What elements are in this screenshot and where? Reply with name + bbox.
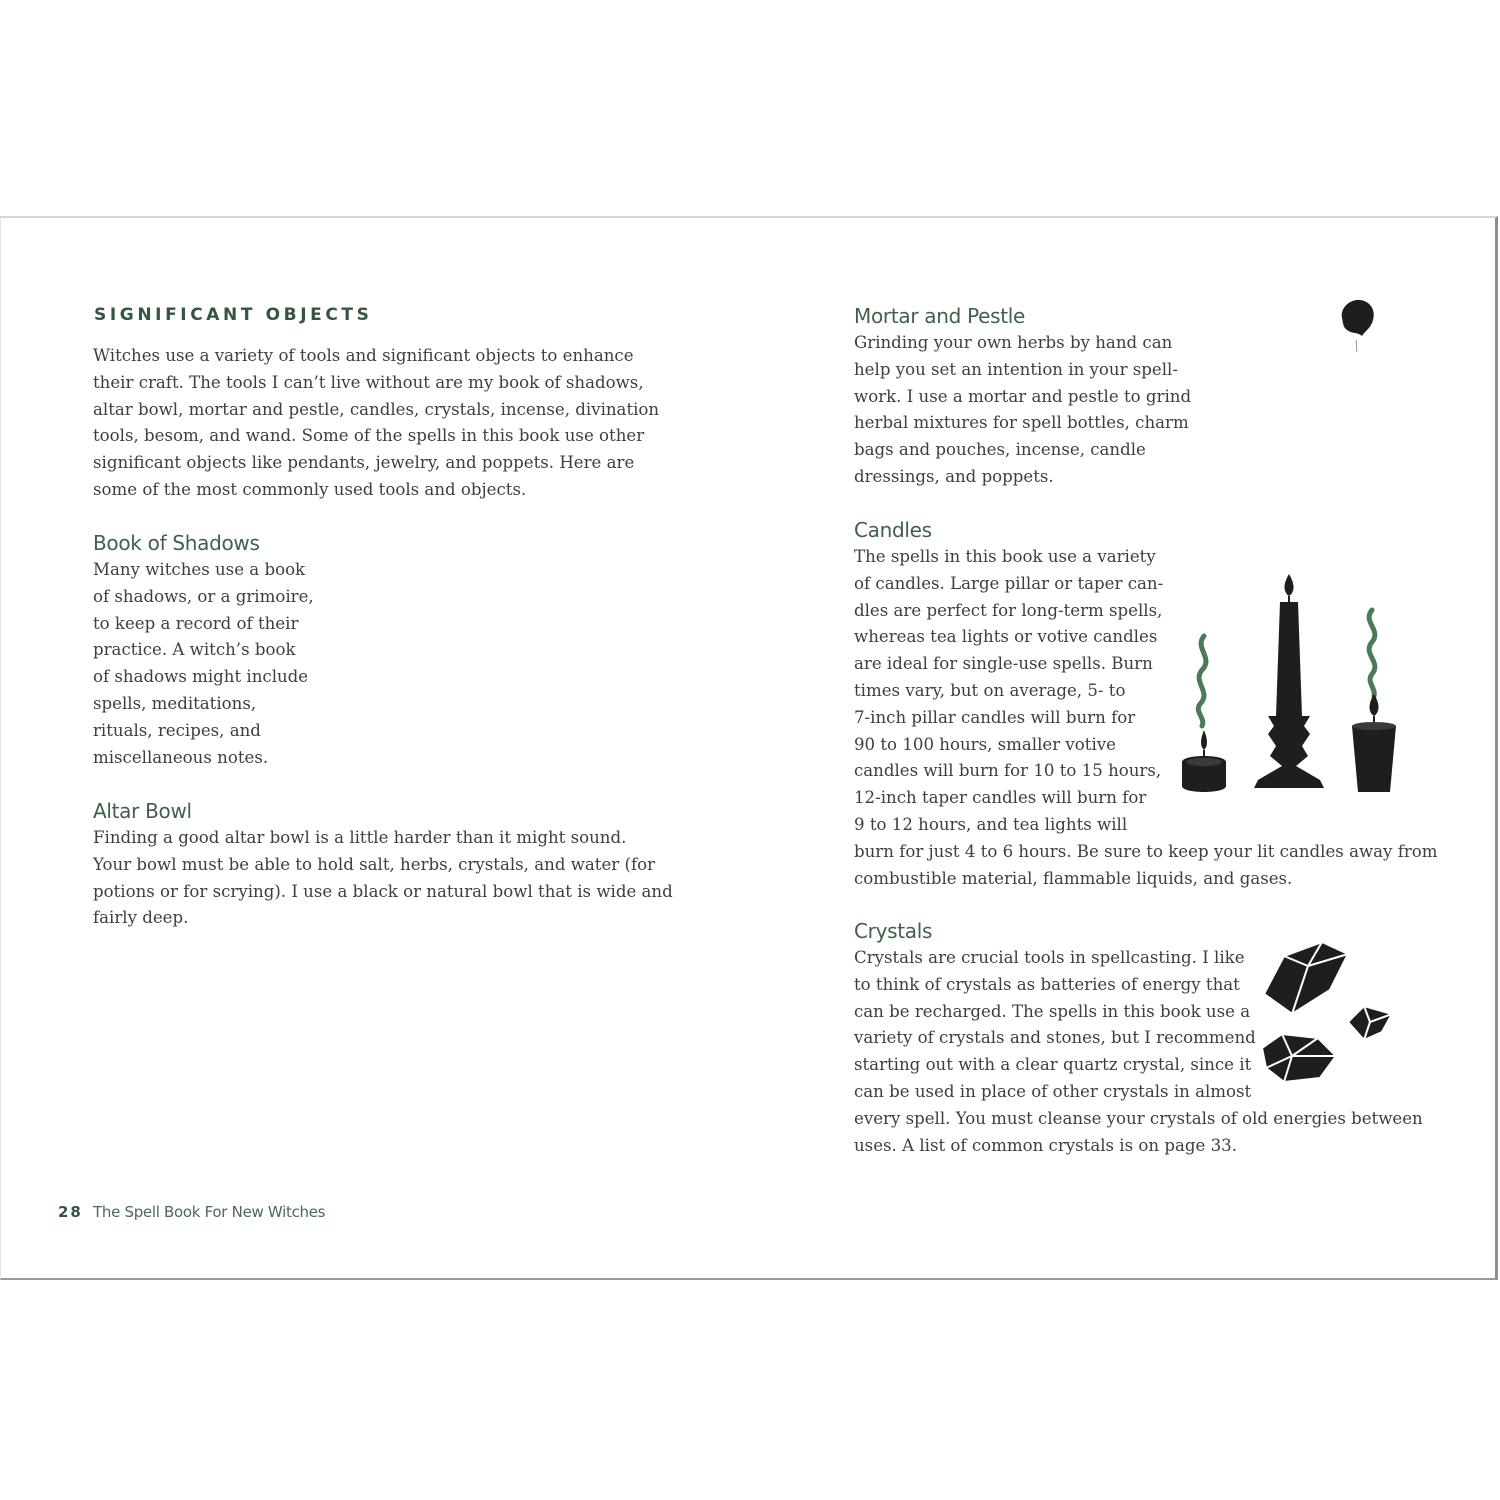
text-line: every spell. You must cleanse your crystals of old energies between: [854, 1108, 1423, 1128]
text-line: spells, meditations,: [93, 693, 257, 713]
intro-line: Witches use a variety of tools and significant objects to enhance: [93, 346, 634, 365]
text-line: rituals, recipes, and: [93, 720, 261, 740]
text-line: potions or for scrying). I use a black or natural bowl that is wide and: [93, 881, 673, 901]
intro-line: significant objects like pendants, jewelry, and poppets. Here are: [93, 453, 635, 473]
text-line: uses. A list of common crystals is on page 33.: [854, 1135, 1237, 1155]
section-title: SIGNIFICANT OBJECTS: [94, 305, 373, 325]
tumbled-stone-icon: [1262, 1034, 1336, 1082]
text-line: Grinding your own herbs by hand can: [854, 333, 1173, 352]
text-line: Crystals are crucial tools in spellcasting. I like: [854, 948, 1245, 967]
running-footer-title: The Spell Book For New Witches: [93, 1203, 326, 1221]
altar-bowl-heading: Altar Bowl: [93, 799, 192, 823]
text-line: dressings, and poppets.: [854, 466, 1054, 486]
text-line: 9 to 12 hours, and tea lights will: [854, 814, 1128, 834]
mortar-and-pestle-text: [854, 330, 1191, 491]
candles-heading: Candles: [854, 518, 932, 542]
text-line: Your bowl must be able to hold salt, herbs, crystals, and water (for: [93, 854, 656, 874]
crystals-illustration: [1256, 936, 1406, 1086]
text-line: The spells in this book use a variety: [854, 547, 1156, 566]
text-line: miscellaneous notes.: [93, 747, 269, 767]
text-line: are ideal for single-use spells. Burn: [854, 654, 1153, 674]
text-line: can be used in place of other crystals in almost: [854, 1081, 1252, 1101]
large-crystal-icon: [1264, 942, 1348, 1014]
taper-flame-icon: [1285, 574, 1294, 596]
text-line: candles will burn for 10 to 15 hours,: [854, 761, 1162, 781]
text-line: variety of crystals and stones, but I recommend: [854, 1028, 1256, 1048]
small-crystal-icon: [1348, 1006, 1392, 1040]
smoke-icon: [1198, 636, 1206, 726]
text-line: work. I use a mortar and pestle to grind: [854, 386, 1192, 406]
text-line: herbal mixtures for spell bottles, charm: [854, 413, 1189, 433]
text-line: of shadows, or a grimoire,: [93, 586, 314, 606]
candles-illustration: [1176, 570, 1408, 798]
text-line: practice. A witch’s book: [93, 640, 296, 660]
crystals-heading: Crystals: [854, 919, 933, 943]
text-line: combustible material, flammable liquids, and gases.: [854, 868, 1293, 888]
text-line: dles are perfect for long-term spells,: [854, 600, 1163, 620]
tea-light-flame-icon: [1201, 730, 1207, 750]
text-line: Many witches use a book: [93, 560, 306, 579]
book-of-shadows-text: [93, 557, 314, 771]
mortar-ink-smudge-icon: [1336, 296, 1384, 360]
text-line: 7-inch pillar candles will burn for: [854, 707, 1136, 727]
page-number: 28: [58, 1203, 83, 1221]
intro-line: some of the most commonly used tools and objects.: [93, 479, 527, 499]
text-line: Finding a good altar bowl is a little harder than it might sound.: [93, 828, 627, 847]
intro-line: tools, besom, and wand. Some of the spells in this book use other: [93, 426, 645, 446]
candle-holder-icon: [1254, 716, 1324, 788]
text-line: 90 to 100 hours, smaller votive: [854, 734, 1116, 754]
text-line: 12-inch taper candles will burn for: [854, 788, 1147, 808]
altar-bowl-text: [93, 825, 673, 932]
mortar-and-pestle-heading: Mortar and Pestle: [854, 304, 1026, 328]
text-line: burn for just 4 to 6 hours. Be sure to keep your lit candles away from: [854, 841, 1438, 861]
text-line: of shadows might include: [93, 667, 309, 687]
votive-candle-icon: [1352, 726, 1396, 792]
text-line: fairly deep.: [93, 908, 189, 928]
smoke-icon: [1369, 610, 1375, 696]
taper-candle-icon: [1276, 602, 1302, 716]
text-line: help you set an intention in your spell-: [854, 359, 1178, 379]
text-line: starting out with a clear quartz crystal, since it: [854, 1055, 1252, 1075]
text-line: can be recharged. The spells in this book use a: [854, 1001, 1251, 1021]
text-line: to keep a record of their: [93, 613, 299, 633]
text-line: of candles. Large pillar or taper can-: [854, 573, 1164, 593]
intro-paragraph: [93, 343, 659, 504]
text-line: whereas tea lights or votive candles: [854, 627, 1158, 647]
intro-line: their craft. The tools I can’t live without are my book of shadows,: [93, 372, 644, 392]
intro-line: altar bowl, mortar and pestle, candles, crystals, incense, divination: [93, 399, 660, 419]
book-of-shadows-heading: Book of Shadows: [93, 531, 260, 555]
votive-flame-icon: [1370, 694, 1379, 716]
text-line: times vary, but on average, 5- to: [854, 680, 1126, 700]
text-line: to think of crystals as batteries of energy that: [854, 974, 1240, 994]
text-line: bags and pouches, incense, candle: [854, 440, 1146, 460]
